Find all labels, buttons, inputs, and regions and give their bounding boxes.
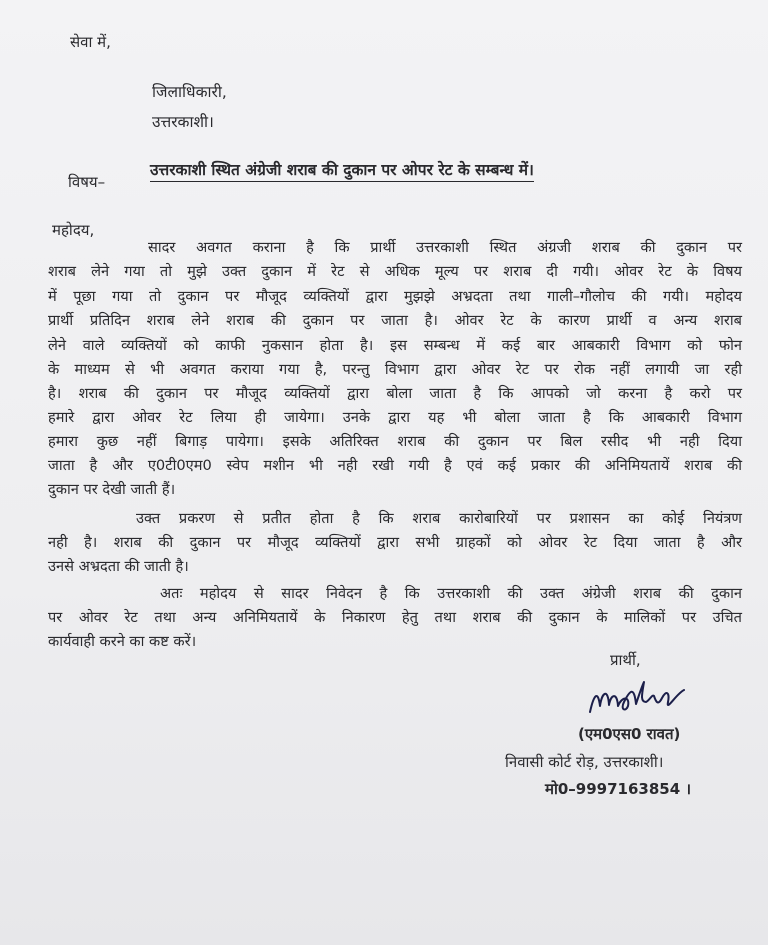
salutation-to: सेवा में,: [70, 33, 111, 51]
paragraph1-line: जाता है और ए0टी0एम0 स्वेप मशीन भी नही रखी गयी है एवं कई प्रकार की अनिमियतायें शराब की: [48, 457, 742, 474]
greeting: महोदय,: [52, 221, 95, 239]
paragraph2-line: उनसे अभ्रदता की जाती है।: [48, 558, 189, 575]
paragraph1-line: में पूछा गया तो दुकान पर मौजूद व्यक्तियों द्वारा मुझझे अभ्रदता तथा गाली–गौलोच की गयी। महोदय: [48, 288, 742, 305]
paragraph1-line: दुकान पर देखी जाती हैं।: [48, 481, 176, 498]
sender-mobile: मो0–9997163854 ।: [545, 780, 692, 798]
paragraph1-line: है। शराब की दुकान पर मौजूद व्यक्तियों द्वारा बोला जाता है कि आपको जो करना है करो पर: [48, 385, 742, 402]
paragraph2-line: उक्त प्रकरण से प्रतीत होता है कि शराब कारोबारियों पर प्रशासन का कोई नियंत्रण: [136, 510, 742, 527]
paragraph2-line: नही है। शराब की दुकान पर मौजूद व्यक्तियों द्वारा सभी ग्राहकों को ओवर रेट दिया जाता है और: [48, 534, 742, 551]
paragraph1-line: सादर अवगत कराना है कि प्रार्थी उत्तरकाशी स्थित अंग्रजी शराब की दुकान पर: [148, 239, 742, 256]
paragraph1-line: के माध्यम से भी अवगत कराया गया है, परन्तु विभाग द्वारा ओवर रेट पर रोक नहीं लगायी जा रही: [48, 361, 742, 378]
subject-text: उत्तरकाशी स्थित अंग्रेजी शराब की दुकान पर ओपर रेट के सम्बन्ध में।: [150, 160, 534, 182]
paragraph1-line: प्रार्थी प्रतिदिन शराब लेने शराब की दुकान पर जाता है। ओवर रेट के कारण प्रार्थी व अन्य शराब: [48, 312, 742, 329]
paragraph3-line: पर ओवर रेट तथा अन्य अनिमियतायें के निकारण हेतु तथा शराब की दुकान के मालिकों पर उचित: [48, 609, 742, 626]
paragraph1-line: हमारे द्वारा ओवर रेट लिया ही जायेगा। उनके द्वारा यह भी बोला जाता है कि आबकारी विभाग: [48, 409, 742, 426]
paragraph3-line: अतः महोदय से सादर निवेदन है कि उत्तरकाशी की उक्त अंग्रेजी शराब की दुकान: [160, 585, 742, 602]
paragraph1-line: शराब लेने गया तो मुझे उक्त दुकान में रेट से अधिक मूल्य पर शराब दी गयी। ओवर रेट के विषय: [48, 263, 742, 280]
sender-address: निवासी कोर्ट रोड़, उत्तरकाशी।: [505, 753, 664, 771]
signature: [584, 672, 694, 722]
recipient-place: उत्तरकाशी।: [152, 113, 214, 131]
recipient-title: जिलाधिकारी,: [152, 83, 227, 101]
paragraph1-line: हमारा कुछ नहीं बिगाड़ पायेगा। इसके अतिरिक्त शराब की दुकान पर बिल रसीद भी नही दिया: [48, 433, 742, 450]
closing: प्रार्थी,: [610, 651, 641, 669]
signature-stroke: [590, 682, 684, 712]
subject-label: विषय–: [68, 173, 106, 191]
paragraph1-line: लेने वाले व्यक्तियों को काफी नुकसान होता है। इस सम्बन्ध में कई बार आबकारी विभाग को फोन: [48, 337, 742, 354]
paragraph3-line: कार्यवाही करने का कष्ट करें।: [48, 633, 197, 650]
sender-name: (एम0एस0 रावत): [578, 725, 681, 743]
